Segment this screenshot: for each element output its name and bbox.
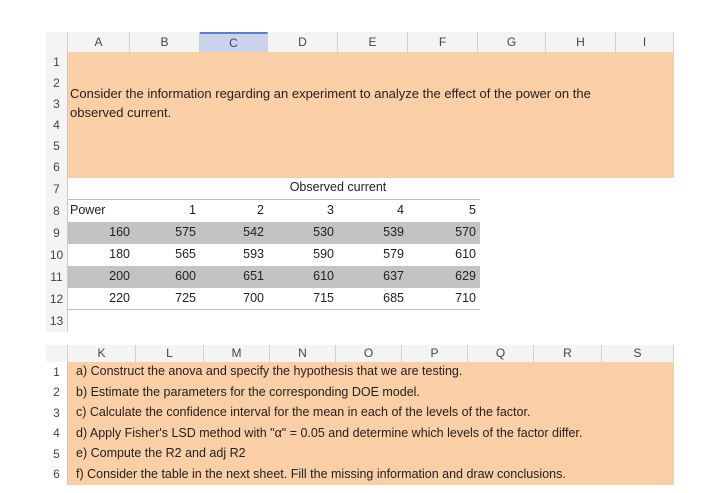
table-row[interactable] — [46, 225, 480, 243]
column-header-k[interactable]: K — [68, 345, 136, 362]
level-4-header: 4 — [397, 203, 404, 217]
value-cell[interactable]: 570 — [455, 225, 476, 239]
table-title-underline — [68, 199, 480, 200]
column-header-o[interactable]: O — [336, 345, 402, 362]
sheet-bottom — [46, 345, 674, 485]
row-header-5[interactable]: 5 — [46, 444, 68, 464]
value-cell[interactable]: 651 — [243, 269, 264, 283]
table-row[interactable] — [46, 269, 480, 287]
column-header-m[interactable]: M — [204, 345, 270, 362]
level-2-header: 2 — [257, 203, 264, 217]
row-header-12[interactable]: 12 — [46, 288, 68, 310]
column-header-h[interactable]: H — [546, 32, 616, 52]
row-header-2[interactable]: 2 — [46, 382, 68, 403]
row-header-4[interactable]: 4 — [46, 115, 68, 136]
column-header-n[interactable]: N — [270, 345, 336, 362]
intro-line-1: Consider the information regarding an experiment to analyze the effect of the power on the — [70, 86, 591, 101]
column-header-bar — [46, 32, 674, 53]
level-1-header: 1 — [189, 203, 196, 217]
row-header-9[interactable]: 9 — [46, 222, 68, 244]
row-header-10[interactable]: 10 — [46, 244, 68, 266]
row-header-6[interactable]: 6 — [46, 157, 68, 178]
column-header-g[interactable]: G — [478, 32, 546, 52]
column-header-c[interactable]: C — [200, 32, 268, 52]
row-header-1[interactable]: 1 — [46, 52, 68, 73]
column-header-a[interactable]: A — [68, 32, 130, 52]
question-b: b) Estimate the parameters for the corresponding DOE model. — [76, 385, 420, 399]
power-cell[interactable]: 180 — [109, 247, 130, 261]
value-cell[interactable]: 565 — [175, 247, 196, 261]
column-header-f[interactable]: F — [408, 32, 478, 52]
table-bottom-line — [68, 309, 480, 310]
question-a: a) Construct the anova and specify the hypothesis that we are testing. — [76, 364, 463, 378]
question-d: d) Apply Fisher's LSD method with "α" = 0.05 and determine which levels of the factor differ. — [76, 426, 583, 440]
row-header-3[interactable]: 3 — [46, 403, 68, 423]
row-header-2[interactable]: 2 — [46, 73, 68, 94]
column-header-s[interactable]: S — [602, 345, 674, 362]
row-header-4[interactable]: 4 — [46, 423, 68, 444]
level-5-header: 5 — [469, 203, 476, 217]
column-header-corner[interactable] — [46, 345, 68, 362]
row-header-6[interactable]: 6 — [46, 464, 68, 485]
row-header-8[interactable]: 8 — [46, 200, 68, 222]
power-cell[interactable]: 160 — [109, 225, 130, 239]
column-header-l[interactable]: L — [136, 345, 204, 362]
row-header-13[interactable]: 13 — [46, 310, 68, 332]
table-title: Observed current — [289, 180, 387, 194]
value-cell[interactable]: 710 — [455, 291, 476, 305]
value-cell[interactable]: 610 — [455, 247, 476, 261]
column-header-q[interactable]: Q — [468, 345, 534, 362]
value-cell[interactable]: 593 — [243, 247, 264, 261]
value-cell[interactable]: 542 — [243, 225, 264, 239]
question-f: f) Consider the table in the next sheet. Fill the missing information and draw conclusions. — [76, 467, 566, 481]
power-cell[interactable]: 220 — [109, 291, 130, 305]
value-cell[interactable]: 600 — [175, 269, 196, 283]
value-cell[interactable]: 575 — [175, 225, 196, 239]
column-header-e[interactable]: E — [338, 32, 408, 52]
column-header-b[interactable]: B — [130, 32, 200, 52]
row-header-7[interactable]: 7 — [46, 178, 68, 200]
row-header-11[interactable]: 11 — [46, 266, 68, 288]
table-row[interactable] — [46, 247, 480, 265]
column-header-i[interactable]: I — [616, 32, 674, 52]
column-header-r[interactable]: R — [534, 345, 602, 362]
power-cell[interactable]: 200 — [109, 269, 130, 283]
table-row[interactable] — [46, 291, 480, 309]
question-e: e) Compute the R2 and adj R2 — [76, 446, 246, 460]
column-header-p[interactable]: P — [402, 345, 468, 362]
value-cell[interactable]: 725 — [175, 291, 196, 305]
value-cell[interactable]: 715 — [313, 291, 334, 305]
intro-line-2: observed current. — [70, 105, 172, 120]
column-header-bar — [46, 345, 674, 363]
value-cell[interactable]: 539 — [383, 225, 404, 239]
sheet-top — [46, 32, 674, 336]
column-header-d[interactable]: D — [268, 32, 338, 52]
level-3-header: 3 — [327, 203, 334, 217]
row-header-1[interactable]: 1 — [46, 362, 68, 382]
value-cell[interactable]: 629 — [455, 269, 476, 283]
value-cell[interactable]: 590 — [313, 247, 334, 261]
power-label: Power — [70, 203, 106, 217]
value-cell[interactable]: 610 — [313, 269, 334, 283]
value-cell[interactable]: 530 — [313, 225, 334, 239]
value-cell[interactable]: 700 — [243, 291, 264, 305]
value-cell[interactable]: 579 — [383, 247, 404, 261]
question-c: c) Calculate the confidence interval for the mean in each of the levels of the factor. — [76, 405, 531, 419]
value-cell[interactable]: 685 — [383, 291, 404, 305]
row-header-3[interactable]: 3 — [46, 94, 68, 115]
column-header-corner[interactable] — [46, 32, 68, 52]
value-cell[interactable]: 637 — [383, 269, 404, 283]
row-header-5[interactable]: 5 — [46, 136, 68, 157]
